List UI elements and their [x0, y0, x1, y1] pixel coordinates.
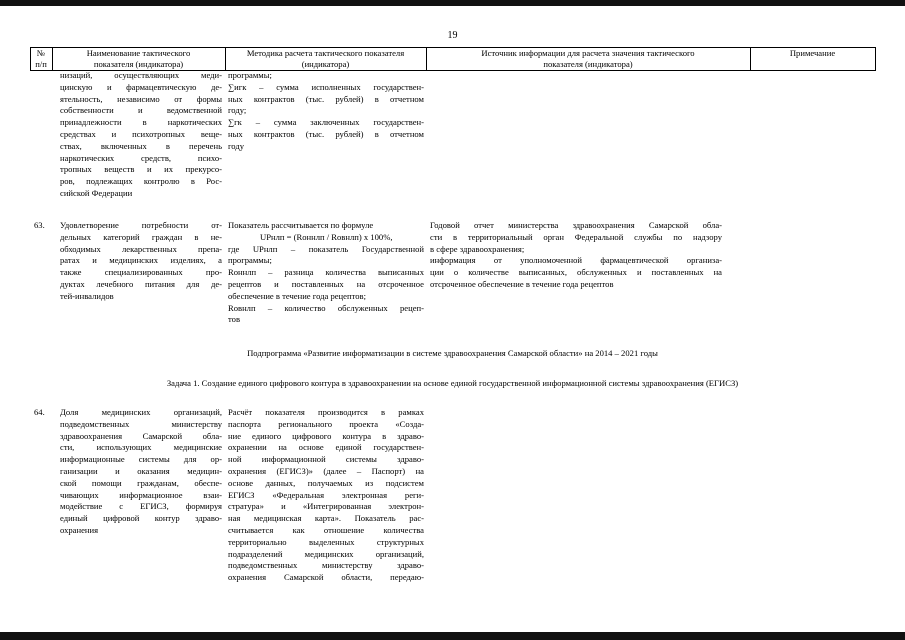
- text-line: обходимых лекарственных препа-: [60, 243, 222, 254]
- text-line: программы;: [228, 255, 272, 266]
- text-line: модействие с ЕГИСЗ, формируя: [60, 501, 222, 512]
- row-64-method: [228, 407, 424, 584]
- text-line: здравоохранения Самарской обла-: [60, 430, 222, 441]
- text-line: дуктах лечебного питания для де-: [60, 278, 222, 289]
- text-line: ∑гк – сумма заключенных государствен-: [228, 117, 424, 128]
- text-line: Rоннлп – разница количества выписанных: [228, 267, 424, 278]
- text-line: собственности и ведомственной: [60, 105, 222, 116]
- text-line: стратура» и «Интегрированная электрон-: [228, 501, 424, 512]
- header-name: Наименование тактического показателя (индикатора): [86, 48, 191, 69]
- header-num: № п/п: [35, 48, 47, 69]
- text-line: также специализированных про-: [60, 267, 222, 278]
- text-line: Удовлетворение потребности от-: [60, 220, 222, 230]
- text-line: Годовой отчет министерства здравоохранения Самарской обла-: [430, 220, 722, 230]
- text-line: году: [228, 140, 245, 151]
- text-line: основе данных, получаемых из подсистем: [228, 477, 424, 488]
- text-line: рецептов и поставленных на отсроченное: [228, 278, 424, 289]
- row-63-name: [60, 220, 222, 303]
- text-line: цинскую и фармацевтическую де-: [60, 81, 222, 92]
- row-cont-name: [60, 70, 222, 200]
- text-line: тропных веществ и их прекурсо-: [60, 164, 222, 175]
- text-line: сийской Федерации: [60, 187, 133, 198]
- subprogram-heading: Подпрограмма «Развитие информатизации в системе здравоохранения Самарской области» на 2014 – 2021 годы: [247, 348, 658, 358]
- text-line: тей-инвалидов: [60, 290, 114, 301]
- row-64-name: [60, 407, 222, 537]
- header-divider: [875, 47, 876, 71]
- header-method: Методика расчета тактического показателя (индикатора): [246, 48, 405, 69]
- bottom-scan-border: [0, 632, 905, 640]
- text-line: ная медицинская карта». Показатель рас-: [228, 513, 424, 524]
- text-line: в сфере здравоохранения;: [430, 243, 525, 254]
- text-line: ЕГИСЗ «Федеральная электронная реги-: [228, 489, 424, 500]
- text-line: ров, подлежащих контролю в Рос-: [60, 176, 222, 187]
- row-cont-method: [228, 70, 424, 153]
- text-line: информационные системы для ор-: [60, 454, 222, 465]
- text-line: низаций, осуществляющих меди-: [60, 70, 222, 80]
- formula-line: UPнлп = (Rоннлп / Rовнлп) х 100%,: [260, 231, 393, 242]
- text-line: ной информационной системы здраво-: [228, 454, 424, 465]
- text-line: наркотических средств, психо-: [60, 152, 222, 163]
- text-line: охранении на основе единой государствен-: [228, 442, 424, 453]
- text-line: ской помощи гражданам, обеспе-: [60, 477, 222, 488]
- text-line: ных контрактов (тыс. рублей) в отчетном: [228, 93, 424, 104]
- text-line: Доля медицинских организаций,: [60, 407, 222, 417]
- text-line: ратах и медицинских изделиях, а: [60, 255, 222, 266]
- text-line: подведомственных министерству здраво-: [228, 560, 424, 571]
- row-63-number: 63.: [34, 220, 45, 230]
- text-line: охранения (ЕГИСЗ)» (далее – Паспорт) на: [228, 465, 424, 476]
- text-line: охранения Самарской области, передаю-: [228, 572, 424, 583]
- text-line: территориально выделенных структурных: [228, 536, 424, 547]
- header-source: Источник информации для расчета значения тактического показателя (индикатора): [481, 48, 695, 69]
- text-line: дельных категорий граждан в не-: [60, 231, 222, 242]
- text-line: где UPнлп – показатель Государственной: [228, 243, 424, 254]
- text-line: считывается как отношение количества: [228, 524, 424, 535]
- text-line: обеспечение в течение года рецептов;: [228, 290, 366, 301]
- text-line: отсроченное обеспечение в течение года рецептов: [430, 278, 614, 289]
- text-line: ∑игк – сумма исполненных государствен-: [228, 81, 424, 92]
- row-64-number: 64.: [34, 407, 45, 417]
- text-line: Показатель рассчитывается по формуле: [228, 220, 374, 230]
- text-line: ных контрактов (тыс. рублей) в отчетном: [228, 128, 424, 139]
- text-line: паспорта регионального проекта «Созда-: [228, 418, 424, 429]
- task-heading: Задача 1. Создание единого цифрового контура в здравоохранении на основе единой государственной информационной системы здравоохранения (ЕГИСЗ): [166, 378, 739, 388]
- text-line: ние единого цифрового контура в здраво-: [228, 430, 424, 441]
- text-line: ции о количестве выписанных, обслуженных и поставленных на: [430, 267, 722, 278]
- text-line: сти в территориальный орган Федеральной службы по надзору: [430, 231, 722, 242]
- text-line: Rовнлп – количество обслуженных рецеп-: [228, 302, 424, 313]
- text-line: сти, использующих медицинские: [60, 442, 222, 453]
- text-line: Расчёт показателя производится в рамках: [228, 407, 424, 417]
- top-scan-border: [0, 0, 905, 6]
- row-63-source: [430, 220, 722, 291]
- text-line: единый цифровой контур здраво-: [60, 513, 222, 524]
- text-line: году;: [228, 105, 247, 116]
- row-63-method: [228, 220, 424, 326]
- text-line: принадлежности в наркотических: [60, 117, 222, 128]
- page-number: 19: [447, 30, 458, 41]
- text-line: ствах, включенных в перечень: [60, 140, 222, 151]
- text-line: подведомственных министерству: [60, 418, 222, 429]
- text-line: средствах и психотропных веще-: [60, 128, 222, 139]
- header-note: Примечание: [789, 48, 836, 58]
- text-line: чивающих информационное взаи-: [60, 489, 222, 500]
- text-line: ганизации и оказания медицин-: [60, 465, 222, 476]
- text-line: тов: [228, 314, 240, 325]
- text-line: информация от уполномоченной фармацевтической организа-: [430, 255, 722, 266]
- text-line: программы;: [228, 70, 272, 80]
- text-line: подразделений медицинских организаций,: [228, 548, 424, 559]
- text-line: ятельность, независимо от формы: [60, 93, 222, 104]
- text-line: охранения: [60, 524, 99, 535]
